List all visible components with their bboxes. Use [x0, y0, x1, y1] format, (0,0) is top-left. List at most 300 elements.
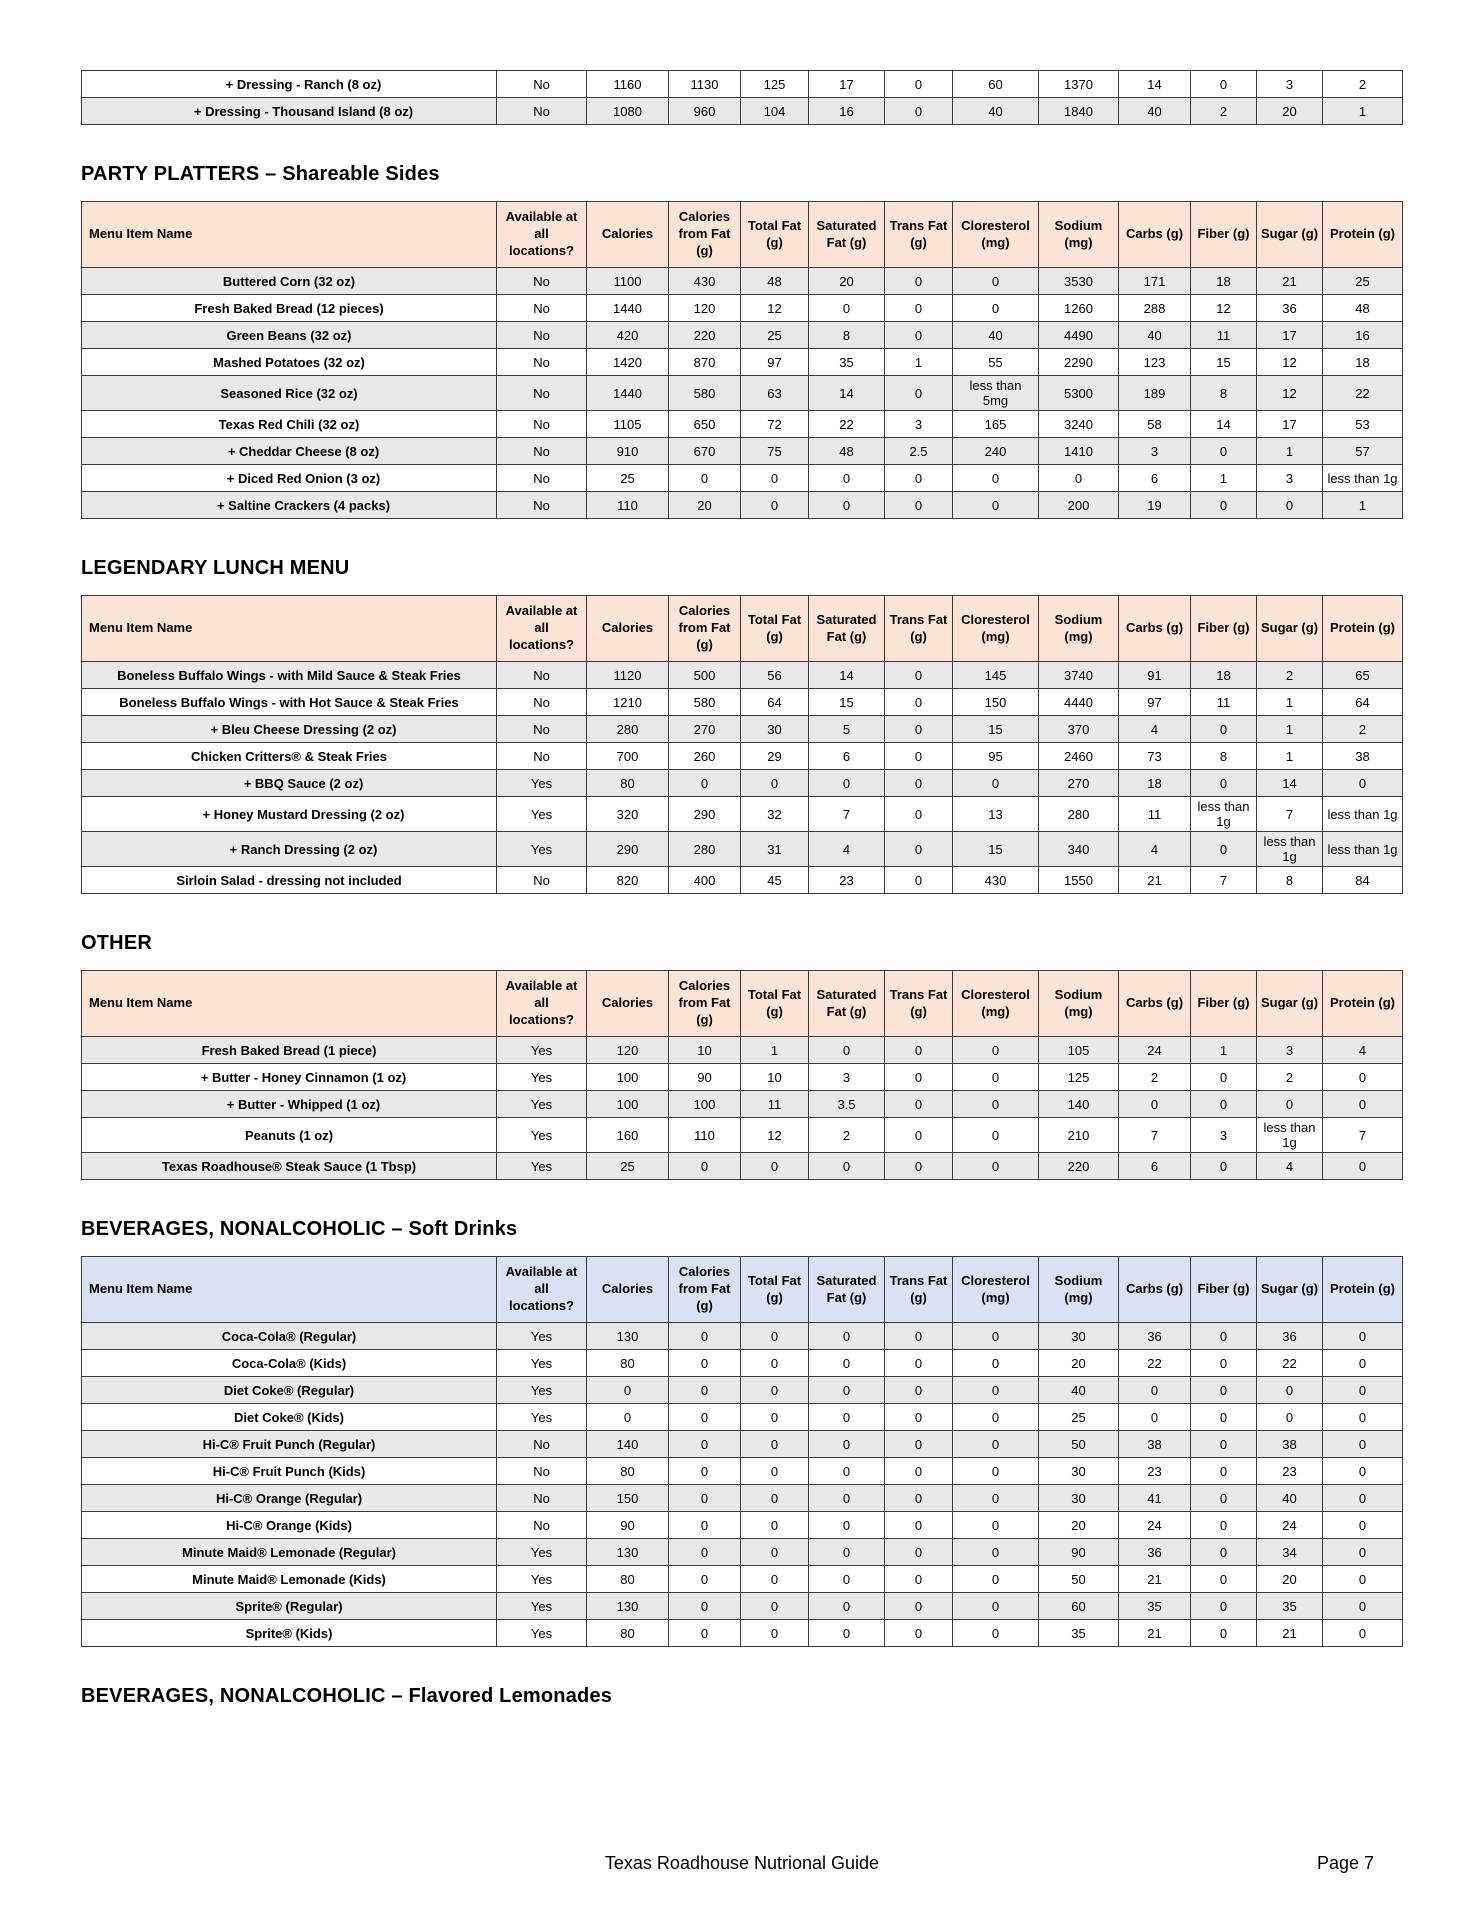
column-header: Menu Item Name [82, 596, 497, 662]
nutrition-value: 0 [669, 1566, 741, 1593]
nutrition-value: 11 [1119, 797, 1191, 832]
nutrition-value: Yes [497, 1539, 587, 1566]
nutrition-value: less than 1g [1323, 465, 1403, 492]
nutrition-value: 0 [1323, 770, 1403, 797]
nutrition-value: 12 [741, 1118, 809, 1153]
nutrition-value: 650 [669, 411, 741, 438]
nutrition-value: less than 1g [1323, 832, 1403, 867]
nutrition-value: 0 [809, 1431, 885, 1458]
table-row [82, 1091, 1403, 1118]
menu-item-name: Minute Maid® Lemonade (Kids) [82, 1566, 497, 1593]
nutrition-value: 960 [669, 98, 741, 125]
nutrition-value: No [497, 716, 587, 743]
nutrition-value: 0 [741, 1539, 809, 1566]
table-row [82, 716, 1403, 743]
nutrition-value: 3.5 [809, 1091, 885, 1118]
nutrition-value: 0 [741, 1431, 809, 1458]
nutrition-value: 220 [669, 322, 741, 349]
nutrition-value: 4 [1119, 832, 1191, 867]
nutrition-value: 11 [1191, 689, 1257, 716]
menu-item-name: Texas Roadhouse® Steak Sauce (1 Tbsp) [82, 1153, 497, 1180]
nutrition-value: 53 [1323, 411, 1403, 438]
column-header: Fiber (g) [1191, 971, 1257, 1037]
nutrition-value: No [497, 98, 587, 125]
nutrition-value: 23 [1119, 1458, 1191, 1485]
nutrition-value: 2 [1257, 662, 1323, 689]
nutrition-value: 120 [669, 295, 741, 322]
nutrition-value: 340 [1039, 832, 1119, 867]
column-header: Calories [587, 202, 669, 268]
table-row [82, 1593, 1403, 1620]
table-row [82, 797, 1403, 832]
table-row [82, 1512, 1403, 1539]
nutrition-value: 0 [741, 1566, 809, 1593]
table-row [82, 867, 1403, 894]
nutrition-value: 240 [953, 438, 1039, 465]
nutrition-value: 64 [741, 689, 809, 716]
nutrition-value: 40 [1257, 1485, 1323, 1512]
column-header: Calories from Fat (g) [669, 596, 741, 662]
table-header-row [82, 596, 1403, 662]
nutrition-value: 0 [885, 1485, 953, 1512]
nutrition-value: 40 [953, 322, 1039, 349]
nutrition-value: 0 [953, 770, 1039, 797]
nutrition-value: 36 [1119, 1323, 1191, 1350]
nutrition-value: Yes [497, 1377, 587, 1404]
column-header: Total Fat (g) [741, 202, 809, 268]
menu-item-name: Green Beans (32 oz) [82, 322, 497, 349]
nutrition-value: 0 [1323, 1064, 1403, 1091]
nutrition-value: 0 [885, 1037, 953, 1064]
nutrition-value: 0 [885, 1431, 953, 1458]
nutrition-value: 19 [1119, 492, 1191, 519]
nutrition-value: 90 [669, 1064, 741, 1091]
nutrition-value: 0 [1191, 1064, 1257, 1091]
nutrition-value: 0 [741, 770, 809, 797]
nutrition-value: 0 [1119, 1377, 1191, 1404]
nutrition-value: 3530 [1039, 268, 1119, 295]
nutrition-value: 105 [1039, 1037, 1119, 1064]
nutrition-value: 0 [741, 1620, 809, 1647]
nutrition-value: 370 [1039, 716, 1119, 743]
menu-item-name: + Cheddar Cheese (8 oz) [82, 438, 497, 465]
nutrition-value: 150 [587, 1485, 669, 1512]
nutrition-value: 870 [669, 349, 741, 376]
nutrition-value: 0 [885, 797, 953, 832]
nutrition-value: 0 [885, 1593, 953, 1620]
nutrition-value: 0 [587, 1377, 669, 1404]
nutrition-value: 0 [885, 1118, 953, 1153]
column-header: Cloresterol (mg) [953, 971, 1039, 1037]
nutrition-value: 0 [809, 1037, 885, 1064]
nutrition-value: Yes [497, 770, 587, 797]
menu-item-name: Seasoned Rice (32 oz) [82, 376, 497, 411]
nutrition-value: 0 [669, 770, 741, 797]
menu-item-name: Hi-C® Orange (Kids) [82, 1512, 497, 1539]
menu-item-name: Diet Coke® (Kids) [82, 1404, 497, 1431]
nutrition-value: 5 [809, 716, 885, 743]
nutrition-value: 0 [885, 1620, 953, 1647]
nutrition-value: 0 [809, 465, 885, 492]
menu-item-name: Sprite® (Kids) [82, 1620, 497, 1647]
nutrition-value: 23 [809, 867, 885, 894]
nutrition-value: 130 [587, 1323, 669, 1350]
nutrition-value: 0 [809, 1153, 885, 1180]
nutrition-value: 0 [1191, 1593, 1257, 1620]
column-header: Total Fat (g) [741, 596, 809, 662]
nutrition-value: Yes [497, 1091, 587, 1118]
nutrition-value: 700 [587, 743, 669, 770]
menu-item-name: Sirloin Salad - dressing not included [82, 867, 497, 894]
nutrition-value: 0 [669, 1404, 741, 1431]
nutrition-value: 0 [953, 1064, 1039, 1091]
nutrition-value: 0 [885, 268, 953, 295]
column-header: Sodium (mg) [1039, 596, 1119, 662]
nutrition-value: 29 [741, 743, 809, 770]
table-row [82, 770, 1403, 797]
nutrition-value: 50 [1039, 1431, 1119, 1458]
column-header: Carbs (g) [1119, 596, 1191, 662]
nutrition-value: 4 [809, 832, 885, 867]
menu-section [81, 557, 1403, 894]
menu-section [81, 932, 1403, 1180]
nutrition-value: 0 [809, 492, 885, 519]
nutrition-value: 4440 [1039, 689, 1119, 716]
nutrition-value: 30 [1039, 1323, 1119, 1350]
section-title: PARTY PLATTERS – Shareable Sides [81, 163, 440, 185]
nutrition-value: 7 [1257, 797, 1323, 832]
nutrition-value: 16 [809, 98, 885, 125]
column-header: Available at all locations? [497, 1257, 587, 1323]
column-header: Sodium (mg) [1039, 202, 1119, 268]
nutrition-value: 0 [669, 1458, 741, 1485]
nutrition-value: 0 [885, 465, 953, 492]
nutrition-value: No [497, 322, 587, 349]
nutrition-value: 0 [953, 295, 1039, 322]
nutrition-value: 2 [1191, 98, 1257, 125]
nutrition-value: 200 [1039, 492, 1119, 519]
nutrition-value: 48 [741, 268, 809, 295]
table-row [82, 71, 1403, 98]
nutrition-value: 0 [885, 1404, 953, 1431]
nutrition-value: 0 [885, 1153, 953, 1180]
table-header-row [82, 1257, 1403, 1323]
nutrition-value: 0 [1257, 1404, 1323, 1431]
nutrition-value: 0 [809, 1404, 885, 1431]
nutrition-value: 90 [1039, 1539, 1119, 1566]
nutrition-value: 34 [1257, 1539, 1323, 1566]
nutrition-value: 0 [1191, 716, 1257, 743]
nutrition-value: 15 [1191, 349, 1257, 376]
nutrition-value: 280 [1039, 797, 1119, 832]
nutrition-value: 21 [1119, 1620, 1191, 1647]
nutrition-value: No [497, 438, 587, 465]
column-header: Sugar (g) [1257, 202, 1323, 268]
nutrition-value: No [497, 867, 587, 894]
nutrition-value: 75 [741, 438, 809, 465]
nutrition-value: 110 [587, 492, 669, 519]
menu-item-name: Hi-C® Fruit Punch (Kids) [82, 1458, 497, 1485]
nutrition-value: 100 [669, 1091, 741, 1118]
column-header: Calories from Fat (g) [669, 202, 741, 268]
nutrition-value: 40 [1119, 322, 1191, 349]
table-row [82, 322, 1403, 349]
menu-item-name: + Dressing - Ranch (8 oz) [82, 71, 497, 98]
nutrition-value: No [497, 411, 587, 438]
nutrition-value: 288 [1119, 295, 1191, 322]
nutrition-value: 0 [1323, 1350, 1403, 1377]
nutrition-value: 15 [953, 716, 1039, 743]
nutrition-table [81, 70, 1403, 125]
nutrition-value: 6 [1119, 465, 1191, 492]
nutrition-value: less than 1g [1257, 832, 1323, 867]
column-header: Cloresterol (mg) [953, 202, 1039, 268]
nutrition-value: 95 [953, 743, 1039, 770]
table-row [82, 465, 1403, 492]
nutrition-value: 0 [587, 1404, 669, 1431]
nutrition-value: Yes [497, 1037, 587, 1064]
menu-item-name: + Butter - Honey Cinnamon (1 oz) [82, 1064, 497, 1091]
nutrition-value: 20 [1257, 98, 1323, 125]
nutrition-value: 0 [1119, 1091, 1191, 1118]
column-header: Total Fat (g) [741, 1257, 809, 1323]
nutrition-value: Yes [497, 1153, 587, 1180]
nutrition-value: 210 [1039, 1118, 1119, 1153]
nutrition-value: 1410 [1039, 438, 1119, 465]
nutrition-value: 1260 [1039, 295, 1119, 322]
nutrition-value: 8 [809, 322, 885, 349]
column-header: Protein (g) [1323, 202, 1403, 268]
menu-item-name: Hi-C® Orange (Regular) [82, 1485, 497, 1512]
nutrition-value: 1210 [587, 689, 669, 716]
nutrition-value: 12 [1191, 295, 1257, 322]
nutrition-value: 260 [669, 743, 741, 770]
nutrition-value: 0 [809, 1377, 885, 1404]
nutrition-value: 3740 [1039, 662, 1119, 689]
nutrition-value: 3 [1257, 71, 1323, 98]
nutrition-value: 120 [587, 1037, 669, 1064]
nutrition-value: 0 [953, 1350, 1039, 1377]
nutrition-value: 25 [1323, 268, 1403, 295]
table-row [82, 689, 1403, 716]
menu-item-name: Fresh Baked Bread (1 piece) [82, 1037, 497, 1064]
nutrition-value: 270 [1039, 770, 1119, 797]
menu-item-name: Coca-Cola® (Regular) [82, 1323, 497, 1350]
nutrition-value: 1 [1191, 465, 1257, 492]
nutrition-value: 0 [885, 98, 953, 125]
nutrition-value: 130 [587, 1539, 669, 1566]
nutrition-value: 24 [1119, 1512, 1191, 1539]
nutrition-value: 110 [669, 1118, 741, 1153]
column-header: Available at all locations? [497, 971, 587, 1037]
nutrition-value: Yes [497, 1404, 587, 1431]
nutrition-value: 0 [885, 1064, 953, 1091]
nutrition-value: 1 [741, 1037, 809, 1064]
nutrition-value: 0 [809, 770, 885, 797]
nutrition-value: 0 [885, 770, 953, 797]
nutrition-value: Yes [497, 1566, 587, 1593]
nutrition-value: 22 [1323, 376, 1403, 411]
table-row [82, 376, 1403, 411]
nutrition-value: 18 [1191, 662, 1257, 689]
nutrition-value: 0 [741, 1323, 809, 1350]
nutrition-value: No [497, 376, 587, 411]
nutrition-value: 670 [669, 438, 741, 465]
nutrition-value: 20 [1039, 1512, 1119, 1539]
nutrition-value: 0 [885, 1350, 953, 1377]
nutrition-value: 0 [809, 1485, 885, 1512]
nutrition-value: 0 [953, 1118, 1039, 1153]
table-row [82, 1620, 1403, 1647]
nutrition-value: 84 [1323, 867, 1403, 894]
nutrition-value: 820 [587, 867, 669, 894]
nutrition-value: 0 [809, 1458, 885, 1485]
nutrition-value: 0 [1323, 1091, 1403, 1118]
nutrition-value: 0 [953, 1620, 1039, 1647]
nutrition-table [81, 201, 1403, 519]
nutrition-value: 7 [809, 797, 885, 832]
nutrition-value: 0 [1191, 770, 1257, 797]
nutrition-value: 0 [1191, 1091, 1257, 1118]
nutrition-value: 0 [809, 1593, 885, 1620]
nutrition-value: No [497, 492, 587, 519]
nutrition-value: 2 [1323, 71, 1403, 98]
nutrition-value: 18 [1323, 349, 1403, 376]
column-header: Cloresterol (mg) [953, 1257, 1039, 1323]
nutrition-value: 1840 [1039, 98, 1119, 125]
nutrition-value: 0 [953, 1593, 1039, 1620]
nutrition-value: Yes [497, 1593, 587, 1620]
nutrition-value: Yes [497, 1118, 587, 1153]
section-table-slot [81, 970, 1403, 1180]
nutrition-value: Yes [497, 1620, 587, 1647]
nutrition-value: 0 [885, 322, 953, 349]
nutrition-value: 0 [1191, 1323, 1257, 1350]
nutrition-value: 20 [669, 492, 741, 519]
nutrition-value: 14 [1257, 770, 1323, 797]
nutrition-value: 140 [1039, 1091, 1119, 1118]
nutrition-value: 22 [1119, 1350, 1191, 1377]
nutrition-value: 3 [1191, 1118, 1257, 1153]
nutrition-value: 125 [1039, 1064, 1119, 1091]
nutrition-value: 7 [1191, 867, 1257, 894]
nutrition-value: 0 [1191, 492, 1257, 519]
nutrition-value: 0 [741, 1153, 809, 1180]
nutrition-value: 17 [809, 71, 885, 98]
nutrition-value: 15 [953, 832, 1039, 867]
nutrition-value: 90 [587, 1512, 669, 1539]
nutrition-value: 0 [1191, 1539, 1257, 1566]
nutrition-value: 0 [669, 1431, 741, 1458]
nutrition-value: 6 [1119, 1153, 1191, 1180]
nutrition-value: 1120 [587, 662, 669, 689]
menu-item-name: Boneless Buffalo Wings - with Mild Sauce & Steak Fries [82, 662, 497, 689]
nutrition-value: 22 [1257, 1350, 1323, 1377]
nutrition-value: 0 [741, 492, 809, 519]
menu-item-name: + Butter - Whipped (1 oz) [82, 1091, 497, 1118]
nutrition-value: 0 [741, 1593, 809, 1620]
nutrition-value: 580 [669, 689, 741, 716]
menu-section [81, 163, 1403, 519]
menu-item-name: + Diced Red Onion (3 oz) [82, 465, 497, 492]
table-row [82, 438, 1403, 465]
nutrition-value: 64 [1323, 689, 1403, 716]
nutrition-value: No [497, 689, 587, 716]
menu-item-name: + Saltine Crackers (4 packs) [82, 492, 497, 519]
nutrition-table [81, 970, 1403, 1180]
nutrition-value: 97 [741, 349, 809, 376]
menu-item-name: Diet Coke® (Regular) [82, 1377, 497, 1404]
nutrition-value: 0 [885, 1458, 953, 1485]
column-header: Protein (g) [1323, 971, 1403, 1037]
nutrition-value: Yes [497, 1323, 587, 1350]
nutrition-value: 160 [587, 1118, 669, 1153]
nutrition-value: 0 [885, 1091, 953, 1118]
nutrition-value: 290 [669, 797, 741, 832]
nutrition-value: 1105 [587, 411, 669, 438]
nutrition-value: 0 [809, 1620, 885, 1647]
nutrition-value: 0 [885, 662, 953, 689]
table-row [82, 1566, 1403, 1593]
table-row [82, 1404, 1403, 1431]
nutrition-value: 0 [885, 716, 953, 743]
nutrition-value: 0 [741, 1458, 809, 1485]
column-header: Menu Item Name [82, 1257, 497, 1323]
menu-item-name: Fresh Baked Bread (12 pieces) [82, 295, 497, 322]
nutrition-value: 0 [1323, 1620, 1403, 1647]
nutrition-value: 38 [1323, 743, 1403, 770]
column-header: Calories [587, 1257, 669, 1323]
continuation-table-slot [81, 70, 1403, 125]
nutrition-value: No [497, 1458, 587, 1485]
nutrition-value: 30 [1039, 1485, 1119, 1512]
nutrition-value: 0 [1323, 1377, 1403, 1404]
table-header-row [82, 202, 1403, 268]
nutrition-value: 165 [953, 411, 1039, 438]
nutrition-value: 4 [1119, 716, 1191, 743]
nutrition-value: 1 [1257, 689, 1323, 716]
nutrition-value: 41 [1119, 1485, 1191, 1512]
table-header-row [82, 971, 1403, 1037]
nutrition-value: 11 [1191, 322, 1257, 349]
nutrition-value: 0 [885, 743, 953, 770]
nutrition-value: 1440 [587, 376, 669, 411]
nutrition-value: 0 [885, 492, 953, 519]
nutrition-value: 0 [809, 1350, 885, 1377]
table-row [82, 1377, 1403, 1404]
nutrition-value: less than 1g [1191, 797, 1257, 832]
nutrition-value: Yes [497, 1350, 587, 1377]
nutrition-value: 12 [1257, 376, 1323, 411]
nutrition-value: 0 [1323, 1323, 1403, 1350]
nutrition-value: 32 [741, 797, 809, 832]
nutrition-value: 25 [1039, 1404, 1119, 1431]
nutrition-value: 0 [669, 465, 741, 492]
nutrition-value: 0 [1191, 1485, 1257, 1512]
nutrition-value: 3240 [1039, 411, 1119, 438]
nutrition-value: 0 [669, 1377, 741, 1404]
column-header: Trans Fat (g) [885, 596, 953, 662]
nutrition-value: 0 [1039, 465, 1119, 492]
nutrition-value: 2 [1119, 1064, 1191, 1091]
nutrition-value: 0 [885, 1539, 953, 1566]
nutrition-value: 38 [1119, 1431, 1191, 1458]
table-row [82, 492, 1403, 519]
nutrition-value: 30 [1039, 1458, 1119, 1485]
nutrition-value: 0 [809, 1566, 885, 1593]
nutrition-value: 3 [809, 1064, 885, 1091]
menu-item-name: Chicken Critters® & Steak Fries [82, 743, 497, 770]
